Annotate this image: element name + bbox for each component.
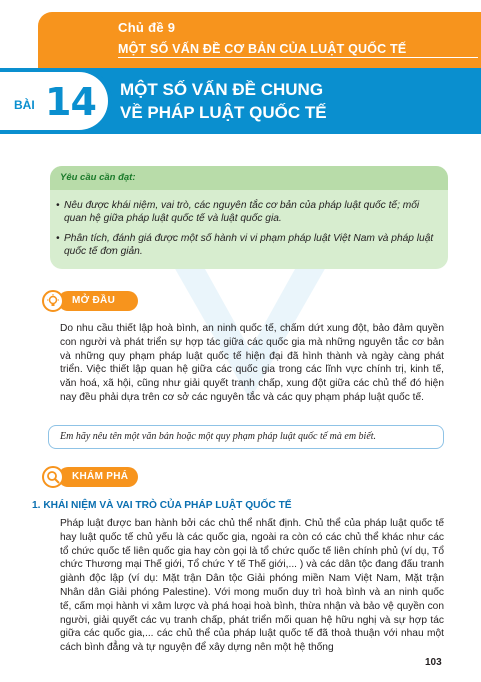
lesson-title-line2: VỀ PHÁP LUẬT QUỐC TẾ — [120, 103, 327, 122]
magnifier-icon — [42, 466, 64, 488]
requirement-item: • Nêu được khái niệm, vai trò, các nguyên tắc cơ bản của pháp luật quốc tế; mối quan hệ giữa pháp luật quốc tế và luật quốc gia. — [64, 199, 442, 225]
lesson-title-line1: MỘT SỐ VẤN ĐỀ CHUNG — [120, 80, 324, 99]
lesson-word: BÀI — [14, 98, 35, 112]
intro-paragraph: Do nhu cầu thiết lập hoà bình, an ninh quốc tế, chấm dứt xung đột, bảo đảm quyền con người và phát triển sự hợp tác giữa các quốc gia mà những nguyên tắc cơ bản và những quy phạm pháp luật quốc tế hiện đại đã hình thành và ngày càng phát triển. Việc thiết lập quan hệ giữa các quốc gia trong các lĩnh vực chính trị, kinh tế, văn hoá, xã hội, cũng như giải quyết tranh chấp, xung đột giữa các chủ thể đó hiện nay đều phải dựa trên cơ sở các nguyên tắc và các quy phạm pháp luật quốc tế. — [60, 323, 444, 403]
topic-title: Chủ đề 9 — [118, 20, 176, 35]
lightbulb-icon — [42, 290, 64, 312]
topic-subtitle: MỘT SỐ VẤN ĐỀ CƠ BẢN CỦA LUẬT QUỐC TẾ — [118, 42, 478, 58]
explore-paragraph: Pháp luật được ban hành bởi các chủ thể nhất định. Chủ thể của pháp luật quốc tế hay luật quốc tế chủ yếu là các quốc gia, ngoài ra còn có các chủ thể khác như các tổ chức quốc tế liên quốc gia hay còn gọi là tổ chức quốc tế liên chính phủ (ví dụ, Tổ chức Thương mại Thế giới, Tổ chức Y tế Thế giới,... ) và các dân tộc đang đấu tranh giành độc lập (ví dụ: Mặt trận Dân tộc Giải phóng miền Nam Việt Nam, Mặt trận Nhân dân Giải phóng Palestine). Với mong muốn duy trì hoà bình và an ninh quốc tế, cấm mọi hành vi xâm lược và phá hoại hoà bình, thừa nhận và bảo vệ quyền con người, giải quyết các vụ tranh chấp, phát triển mối quan hệ hữu nghị và sự hợp tác giữa các quốc gia,... các chủ thể của pháp luật quốc tế đã thoả thuận với nhau một cách bình đẳng và tự nguyện để xây dựng nên một hệ thống — [60, 518, 444, 654]
lesson-number: 14 — [45, 80, 96, 124]
explore-section-label: KHÁM PHÁ — [72, 471, 129, 482]
section-subheading: 1. KHÁI NIỆM VÀ VAI TRÒ CỦA PHÁP LUẬT QUỐC TẾ — [32, 500, 292, 511]
page-number: 103 — [425, 657, 442, 668]
requirements-label: Yêu cầu cần đạt: — [60, 172, 136, 183]
requirement-item: • Phân tích, đánh giá được một số hành vi vi phạm pháp luật Việt Nam và pháp luật quốc tế đơn giản. — [64, 232, 442, 258]
intro-section-label: MỞ ĐẦU — [72, 295, 116, 306]
question-text: Em hãy nêu tên một văn bản hoặc một quy phạm pháp luật quốc tế mà em biết. — [60, 431, 377, 442]
